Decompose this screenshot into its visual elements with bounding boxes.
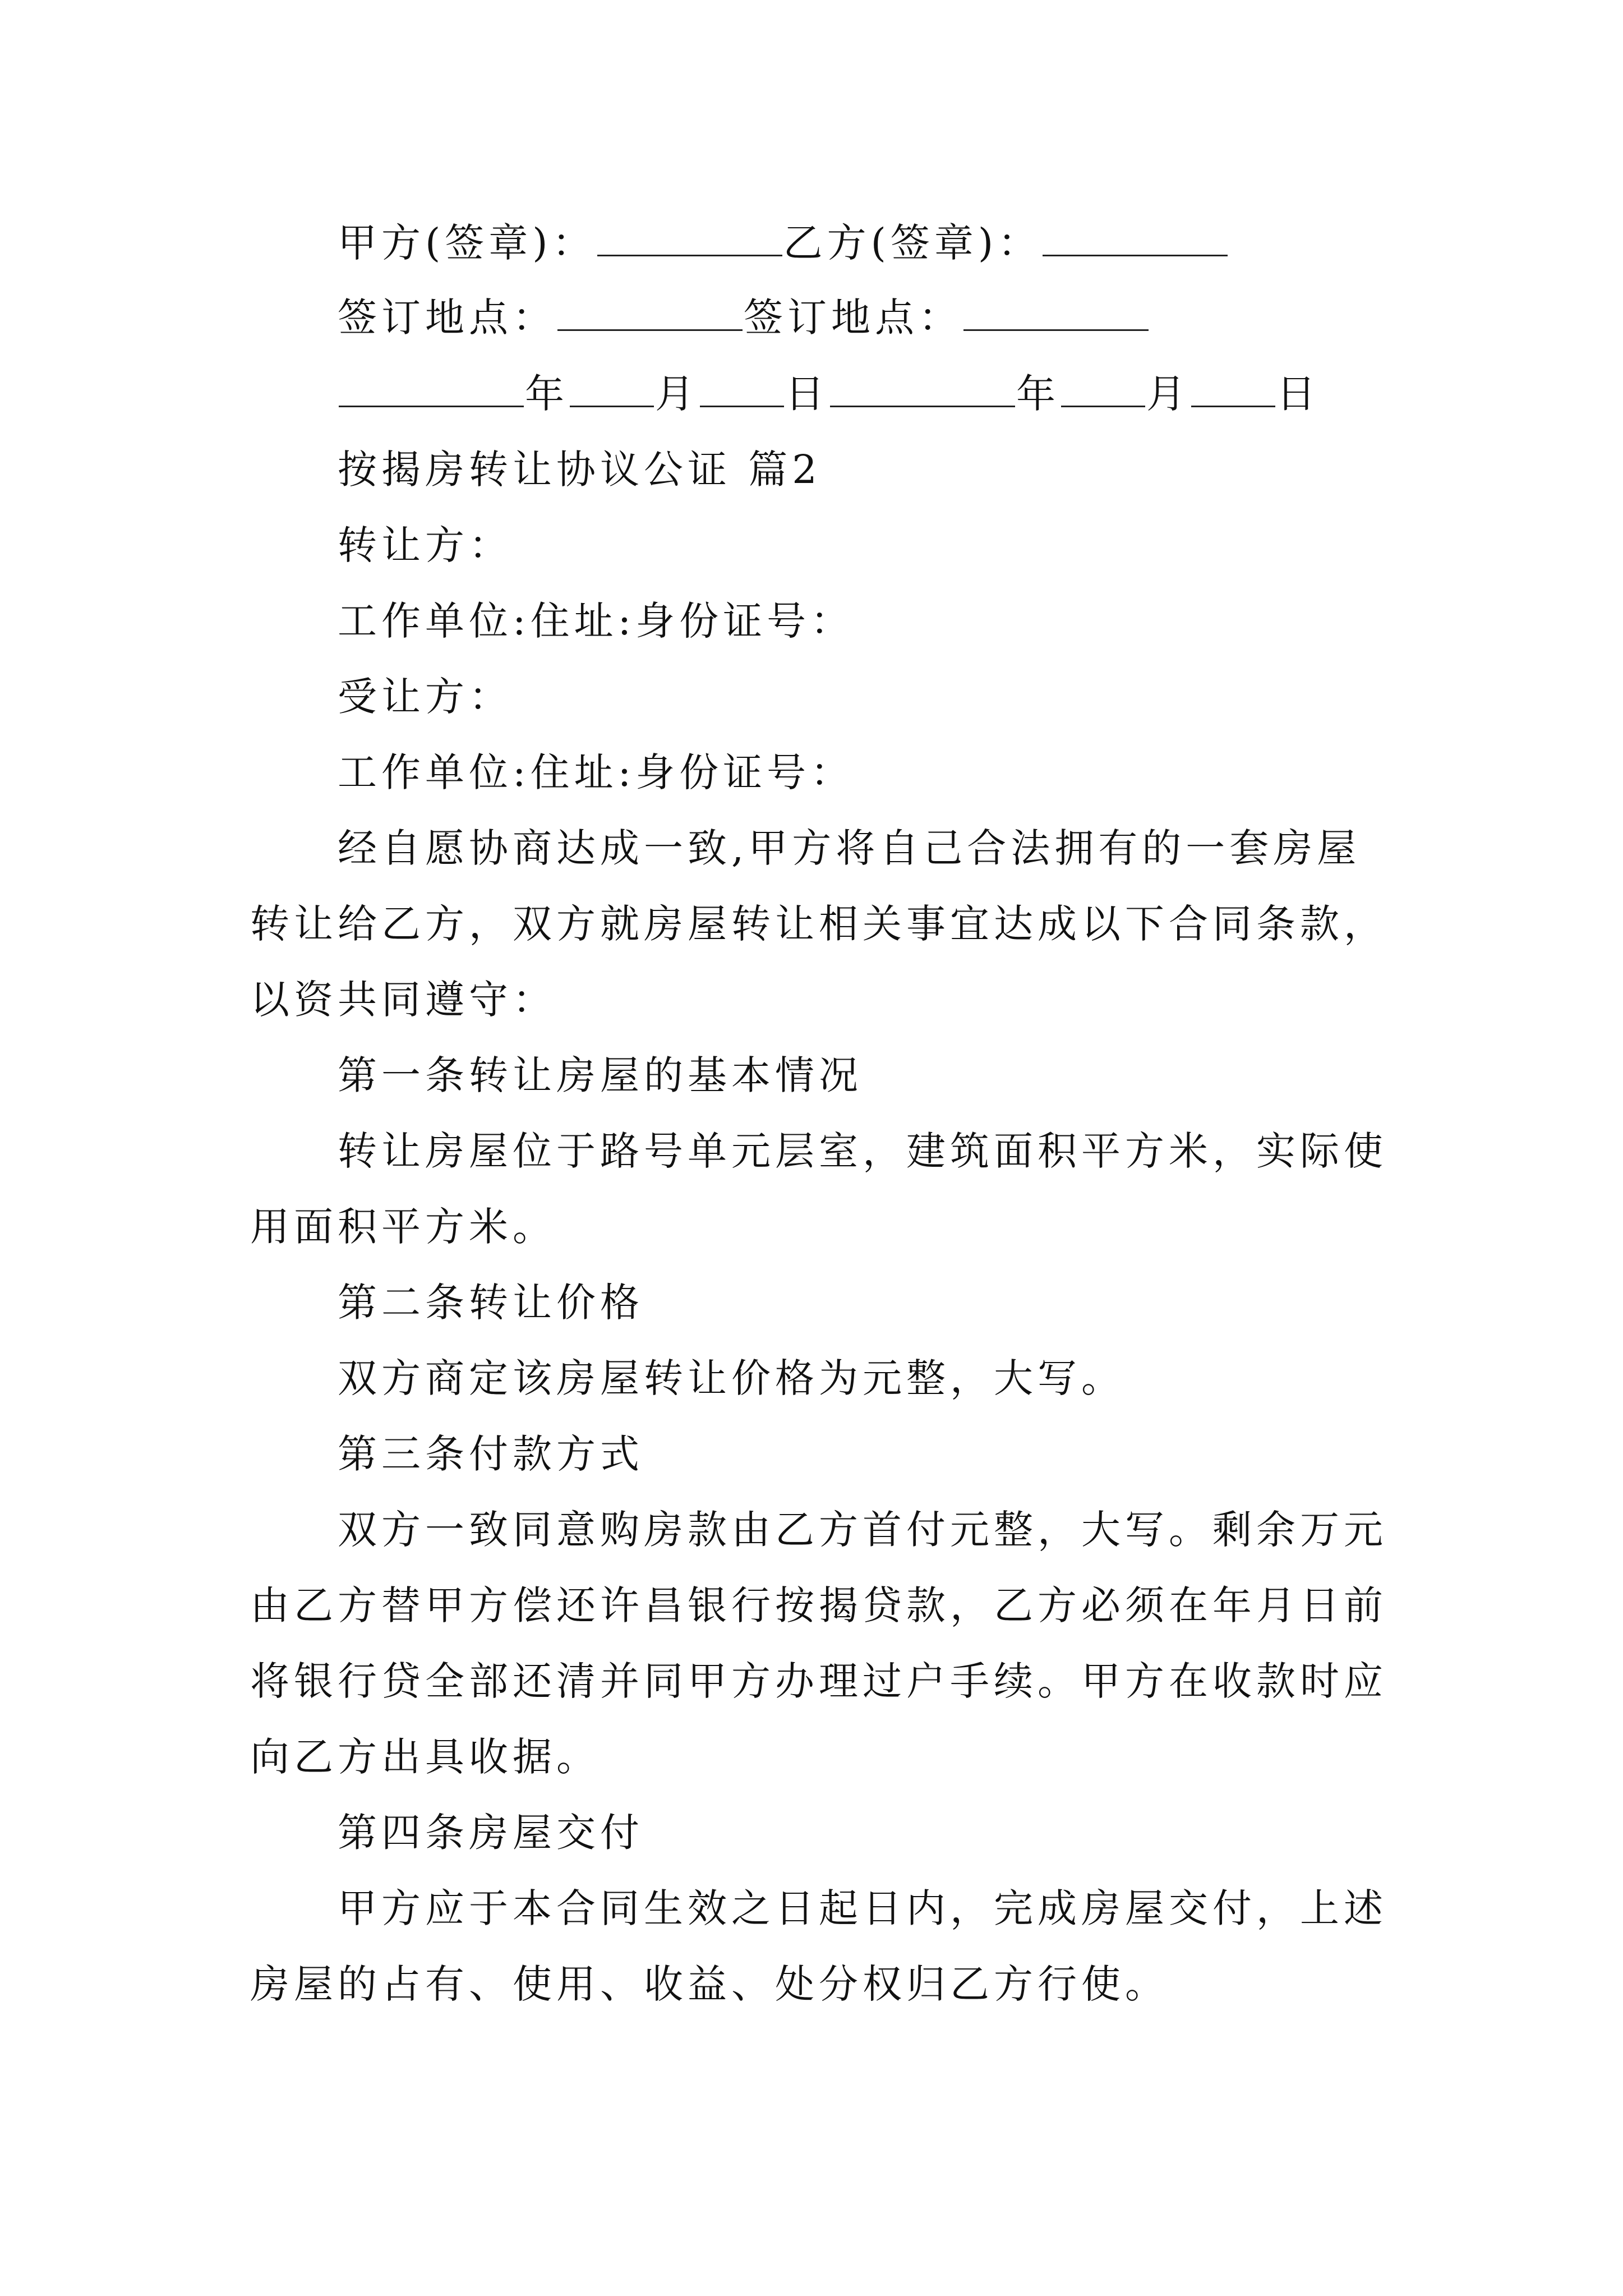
intro-line-3: 以资共同遵守：	[250, 977, 556, 1023]
transferor-label: 转让方：	[338, 522, 513, 568]
transferee-details: 工作单位:住址:身份证号：	[338, 749, 855, 795]
signature-line-place	[338, 292, 1476, 343]
date-b-month-blank	[1061, 372, 1145, 407]
article-1-line-2: 用面积平方米。	[250, 1204, 556, 1250]
party-a-blank	[597, 221, 782, 256]
date-a-year-blank	[339, 372, 524, 407]
article-1-line-1: 转让房屋位于路号单元层室，建筑面积平方米，实际使	[338, 1128, 1387, 1174]
article-3-line-2: 由乙方替甲方偿还许昌银行按揭贷款，乙方必须在年月日前	[250, 1582, 1387, 1628]
article-3-title: 第三条付款方式	[338, 1431, 644, 1477]
date-a-day: 日	[785, 371, 829, 417]
place-a-label: 签订地点：	[338, 295, 556, 341]
intro-line-2: 转让给乙方，双方就房屋转让相关事宜达成以下合同条款，	[250, 901, 1387, 947]
intro-line-1: 经自愿协商达成一致,甲方将自己合法拥有的一套房屋	[338, 825, 1361, 871]
section-title: 按揭房转让协议公证 篇2	[338, 447, 822, 493]
date-a-month: 月	[655, 371, 699, 417]
date-b-year-blank	[830, 372, 1015, 407]
date-a-month-blank	[570, 372, 654, 407]
date-b-day-blank	[1191, 372, 1275, 407]
article-2-title: 第二条转让价格	[338, 1280, 644, 1326]
date-b-month: 月	[1146, 371, 1190, 417]
party-b-label: 乙方(签章)：	[783, 220, 1042, 266]
article-4-line-2: 房屋的占有、使用、收益、处分权归乙方行使。	[250, 1961, 1169, 2007]
transferor-details: 工作单位:住址:身份证号：	[338, 598, 855, 644]
date-b-day: 日	[1276, 371, 1320, 417]
signature-line-date	[338, 369, 1476, 419]
place-b-label: 签订地点：	[744, 295, 962, 341]
article-1-title: 第一条转让房屋的基本情况	[338, 1052, 863, 1098]
party-a-label: 甲方(签章)：	[338, 220, 596, 266]
article-4-line-1: 甲方应于本合同生效之日起日内，完成房屋交付，上述	[338, 1885, 1387, 1931]
date-a-year: 年	[525, 371, 569, 417]
place-a-blank	[557, 296, 743, 331]
place-b-blank	[963, 296, 1149, 331]
article-3-line-4: 向乙方出具收据。	[250, 1734, 600, 1780]
signature-line-party	[338, 218, 1476, 268]
transferee-label: 受让方：	[338, 674, 513, 720]
article-3-line-3: 将银行贷全部还清并同甲方办理过户手续。甲方在收款时应	[250, 1658, 1387, 1704]
article-4-title: 第四条房屋交付	[338, 1810, 644, 1856]
date-a-day-blank	[700, 372, 784, 407]
article-3-line-1: 双方一致同意购房款由乙方首付元整，大写。剩余万元	[338, 1507, 1387, 1553]
party-b-blank	[1043, 221, 1228, 256]
date-b-year: 年	[1016, 371, 1060, 417]
article-2-line-1: 双方商定该房屋转让价格为元整，大写。	[338, 1355, 1125, 1401]
